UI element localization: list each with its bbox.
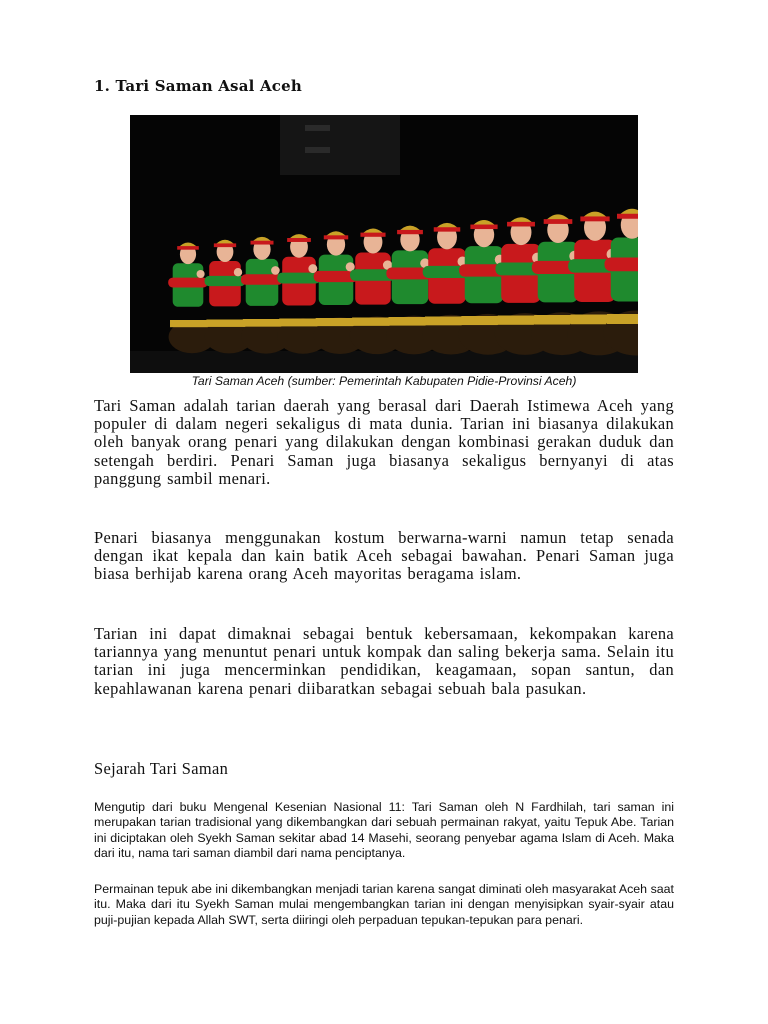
dancer-headband — [287, 238, 311, 242]
dancer-headband — [434, 227, 461, 231]
dancer-sash — [279, 319, 320, 327]
dancer-headband — [617, 214, 638, 219]
dancer-headband — [324, 235, 348, 239]
dancer-sash — [206, 320, 245, 327]
dancer-arms — [605, 258, 639, 272]
section-heading: 1. Tari Saman Asal Aceh — [94, 77, 302, 95]
dancer-headband — [177, 246, 199, 250]
dancer-sash — [316, 318, 359, 326]
stage-light — [305, 125, 330, 131]
history-paragraph-1: Mengutip dari buku Mengenal Kesenian Nasional 11: Tari Saman oleh N Fardhilah, tari saman ini merupakan tarian tradisional yang dikembangkan dari sebuah permainan rakyat, yaitu Tepuk Abe. Tarian ini diciptakan oleh Syekh Saman sekitar abad 14 Masehi, seorang penyebar agama Islam di Aceh. Maka dari itu, nama tari saman diambil dari nama penciptanya. — [94, 800, 674, 861]
dancer-headband — [470, 225, 497, 230]
dancer-headband — [360, 233, 385, 237]
dancer-headband — [507, 222, 535, 227]
paragraph-1: Tari Saman adalah tarian daerah yang berasal dari Daerah Istimewa Aceh yang populer di dalam negeri sekaligus di mata dunia. Tarian ini biasanya dilakukan oleh banyak orang penari yang dilakukan dengan kombinasi gerakan duduk dan setengah berdiri. Penari Saman juga biasanya sekaligus bernyanyi di atas panggung sambil menari. — [94, 396, 674, 488]
dancer-arms — [168, 278, 208, 288]
dancer-sash — [170, 320, 208, 327]
dancers-illustration — [130, 115, 638, 373]
dancer-hand — [271, 266, 280, 275]
dancer-headband — [251, 241, 274, 245]
dancer-headband — [397, 230, 423, 234]
dancer-arms — [241, 274, 283, 285]
photo-caption: Tari Saman Aceh (sumber: Pemerintah Kabupaten Pidie-Provinsi Aceh) — [191, 374, 577, 388]
dancer-arms — [205, 276, 246, 286]
dancer-headband — [544, 219, 573, 224]
paragraph-2: Penari biasanya menggunakan kostum berwarna-warni namun tetap senada dengan ikat kepala dan kain batik Aceh sebagai bawahan. Penari Saman juga biasa berhijab karena orang Aceh mayoritas beragama islam. — [94, 528, 674, 584]
dancer-sash — [607, 314, 638, 324]
dancer-headband — [580, 216, 609, 221]
sub-heading-sejarah: Sejarah Tari Saman — [94, 759, 229, 778]
saman-dancers-photo — [130, 115, 638, 373]
stage-light — [305, 147, 330, 153]
dancer-hand — [234, 268, 242, 276]
stage-backdrop-panel — [280, 115, 400, 175]
history-paragraph-2: Permainan tepuk abe ini dikembangkan menjadi tarian karena sangat diminati oleh masyarakat Aceh saat itu. Maka dari itu Syekh Saman mulai mengembangkan tarian ini dengan menyisipkan syair-syair atau puji-pujian kepada Allah SWT, serta diiringi oleh perpaduan tepukan-tepukan para penari. — [94, 882, 674, 927]
dancer-sash — [243, 319, 283, 327]
dancer-headband — [214, 243, 236, 247]
paragraph-3: Tarian ini dapat dimaknai sebagai bentuk kebersamaan, kekompakan karena tariannya yang menuntut penari untuk kompak dan saling bekerja sama. Selain itu tarian ini juga mencerminkan pendidikan, keagamaan, sopan santun, dan kepahlawanan karena penari diibaratkan sebagai sebuah bala pasukan. — [94, 624, 674, 698]
dancer-hand — [197, 270, 205, 278]
